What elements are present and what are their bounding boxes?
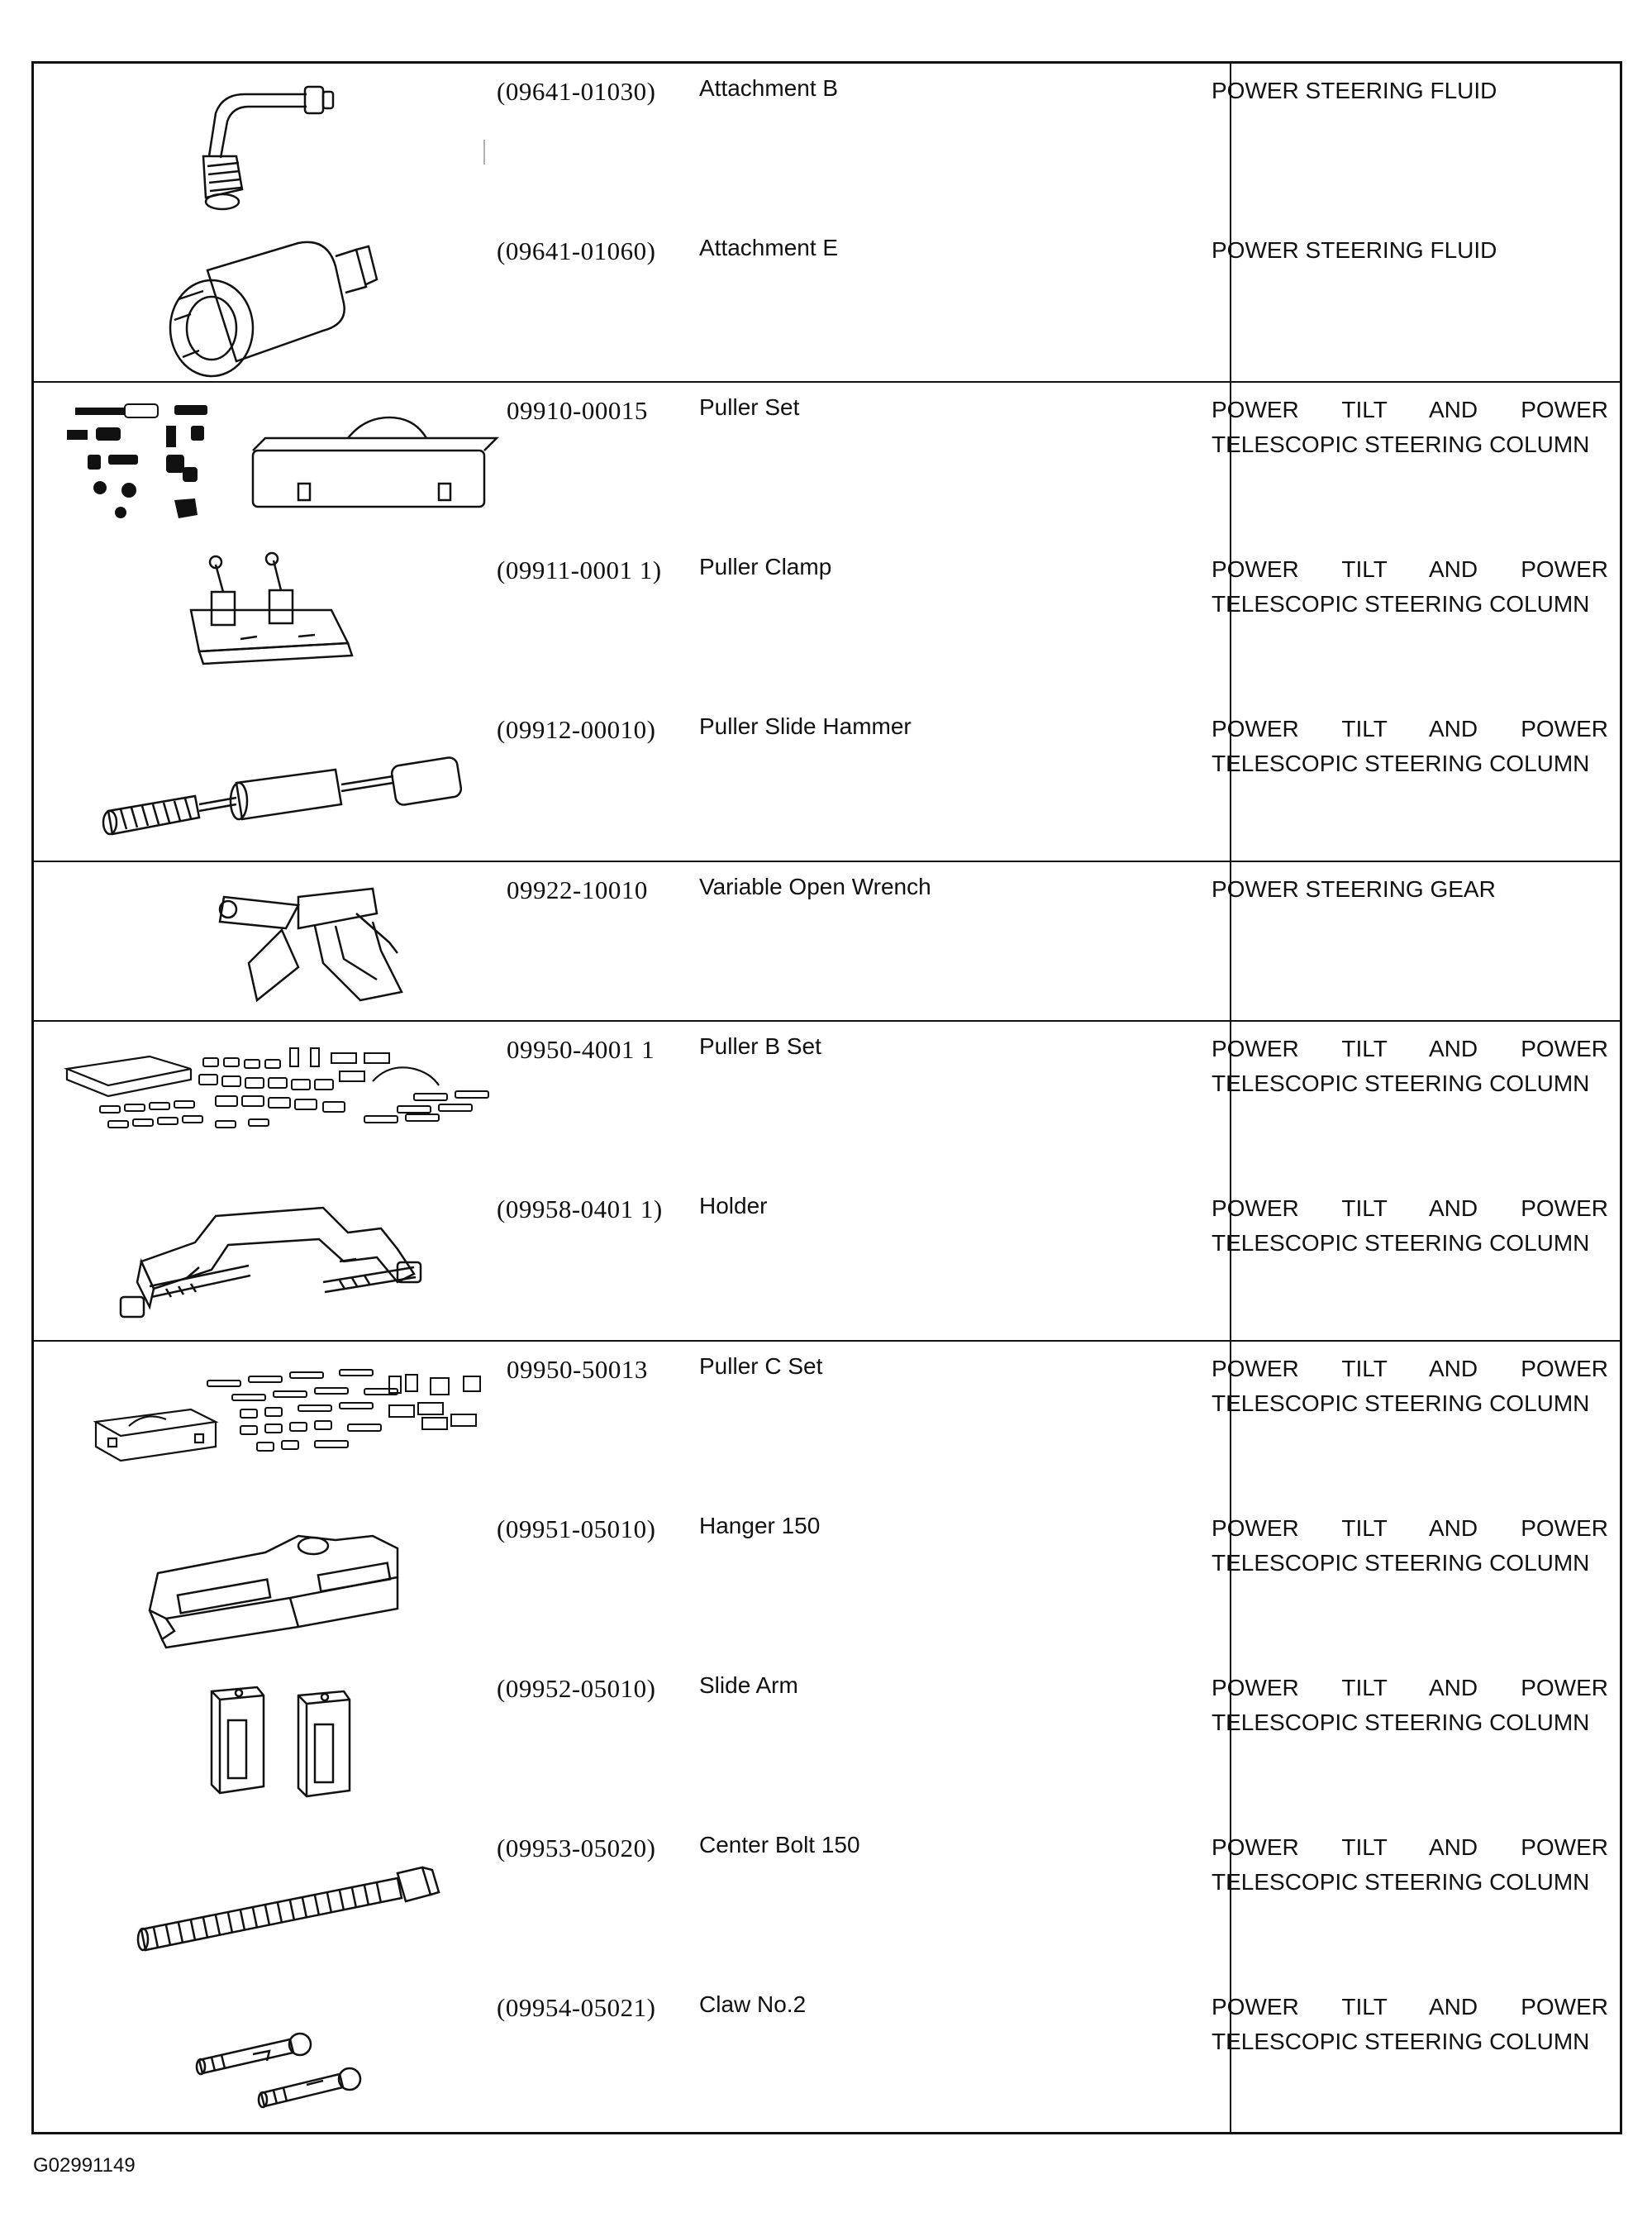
tool-name: Puller Set <box>699 394 800 420</box>
table-row <box>34 383 1620 542</box>
puller-clamp-illustration <box>50 544 497 701</box>
tool-name: Attachment B <box>699 75 839 101</box>
usage-line: POWER TILT AND POWER <box>1212 1834 1608 1860</box>
center-bolt-150-illustration <box>50 1822 497 1979</box>
usage <box>1212 1990 1608 2059</box>
hanger-150-illustration <box>50 1503 497 1660</box>
usage-line: POWER TILT AND POWER <box>1212 1195 1608 1221</box>
slide-arm-illustration <box>50 1662 497 1819</box>
tool-name: Claw No.2 <box>699 1991 807 2017</box>
usage <box>1212 233 1608 268</box>
section-puller-c-set <box>34 1342 1620 2137</box>
usage-line: TELESCOPIC STEERING COLUMN <box>1212 1710 1590 1735</box>
part-number: 09922-10010 <box>507 875 648 904</box>
tool-name: Puller C Set <box>699 1353 823 1379</box>
tool-name: Puller Clamp <box>699 554 832 579</box>
section-power-steering-fluid <box>34 64 1620 383</box>
usage-line: POWER TILT AND POWER <box>1212 1994 1608 2020</box>
usage-line: POWER TILT AND POWER <box>1212 1036 1608 1061</box>
usage <box>1212 1671 1608 1740</box>
section-variable-open-wrench <box>34 862 1620 1022</box>
usage-line: POWER TILT AND POWER <box>1212 716 1608 742</box>
attachment-b-illustration <box>50 65 497 222</box>
part-number: (09958-0401 1) <box>497 1195 663 1223</box>
tool-name: Slide Arm <box>699 1672 798 1698</box>
table-row <box>34 862 1620 1022</box>
usage <box>1212 1830 1608 1900</box>
usage-line: TELESCOPIC STEERING COLUMN <box>1212 2029 1590 2054</box>
table-row <box>34 64 1620 223</box>
usage <box>1212 1352 1608 1421</box>
usage <box>1212 712 1608 781</box>
table-row <box>34 542 1620 702</box>
part-number: (09912-00010) <box>497 715 656 744</box>
table-row <box>34 1661 1620 1820</box>
table-row <box>34 1342 1620 1501</box>
tool-name: Hanger 150 <box>699 1513 821 1538</box>
part-number: (09641-01030) <box>497 77 656 106</box>
puller-c-set-illustration <box>50 1343 497 1500</box>
table-row <box>34 1980 1620 2139</box>
tool-name: Puller B Set <box>699 1033 821 1059</box>
table-row <box>34 702 1620 861</box>
tool-name: Attachment E <box>699 235 839 260</box>
special-tools-table <box>31 61 1622 2134</box>
usage-line: POWER TILT AND POWER <box>1212 1356 1608 1381</box>
part-number: (09954-05021) <box>497 1993 656 2022</box>
usage-line: TELESCOPIC STEERING COLUMN <box>1212 751 1590 776</box>
part-number: (09911-0001 1) <box>497 556 662 584</box>
part-number: (09952-05010) <box>497 1674 656 1703</box>
usage-line: POWER TILT AND POWER <box>1212 556 1608 582</box>
table-row <box>34 1820 1620 1980</box>
holder-illustration <box>50 1183 497 1340</box>
part-number: 09950-50013 <box>507 1355 648 1384</box>
part-number: 09910-00015 <box>507 396 648 425</box>
usage-line: POWER STEERING FLUID <box>1212 78 1497 103</box>
usage <box>1212 1191 1608 1261</box>
part-number: (09953-05020) <box>497 1834 656 1862</box>
usage-line: TELESCOPIC STEERING COLUMN <box>1212 1071 1590 1096</box>
puller-b-set-illustration <box>50 1023 497 1180</box>
claw-no2-illustration <box>50 1981 497 2139</box>
figure-id: G02991149 <box>33 2154 136 2177</box>
usage <box>1212 1032 1608 1101</box>
usage-line: POWER TILT AND POWER <box>1212 1515 1608 1541</box>
usage-line: TELESCOPIC STEERING COLUMN <box>1212 432 1590 457</box>
usage-line: TELESCOPIC STEERING COLUMN <box>1212 1869 1590 1895</box>
usage-line: TELESCOPIC STEERING COLUMN <box>1212 1390 1590 1416</box>
usage <box>1212 552 1608 622</box>
usage-line: TELESCOPIC STEERING COLUMN <box>1212 591 1590 617</box>
part-number: (09951-05010) <box>497 1514 656 1543</box>
table-row <box>34 1181 1620 1341</box>
table-row <box>34 1501 1620 1661</box>
attachment-e-illustration <box>50 225 497 382</box>
usage-line: POWER TILT AND POWER <box>1212 397 1608 422</box>
tool-name: Center Bolt 150 <box>699 1832 860 1857</box>
variable-open-wrench-illustration <box>50 864 497 1021</box>
puller-slide-hammer-illustration <box>50 703 497 861</box>
section-puller-set <box>34 383 1620 862</box>
usage-line: TELESCOPIC STEERING COLUMN <box>1212 1550 1590 1576</box>
usage <box>1212 1511 1608 1581</box>
tool-name: Holder <box>699 1193 768 1218</box>
tool-name: Variable Open Wrench <box>699 874 931 899</box>
table-row <box>34 223 1620 383</box>
usage-line: POWER TILT AND POWER <box>1212 1675 1608 1700</box>
usage-line: POWER STEERING FLUID <box>1212 237 1497 263</box>
section-puller-b-set <box>34 1022 1620 1342</box>
table-row <box>34 1022 1620 1181</box>
usage <box>1212 74 1608 108</box>
usage-line: POWER STEERING GEAR <box>1212 876 1496 902</box>
usage-line: TELESCOPIC STEERING COLUMN <box>1212 1230 1590 1256</box>
usage <box>1212 872 1608 907</box>
part-number: (09641-01060) <box>497 236 656 265</box>
part-number: 09950-4001 1 <box>507 1035 655 1064</box>
usage <box>1212 393 1608 462</box>
puller-set-illustration <box>50 384 497 541</box>
tool-name: Puller Slide Hammer <box>699 713 912 739</box>
